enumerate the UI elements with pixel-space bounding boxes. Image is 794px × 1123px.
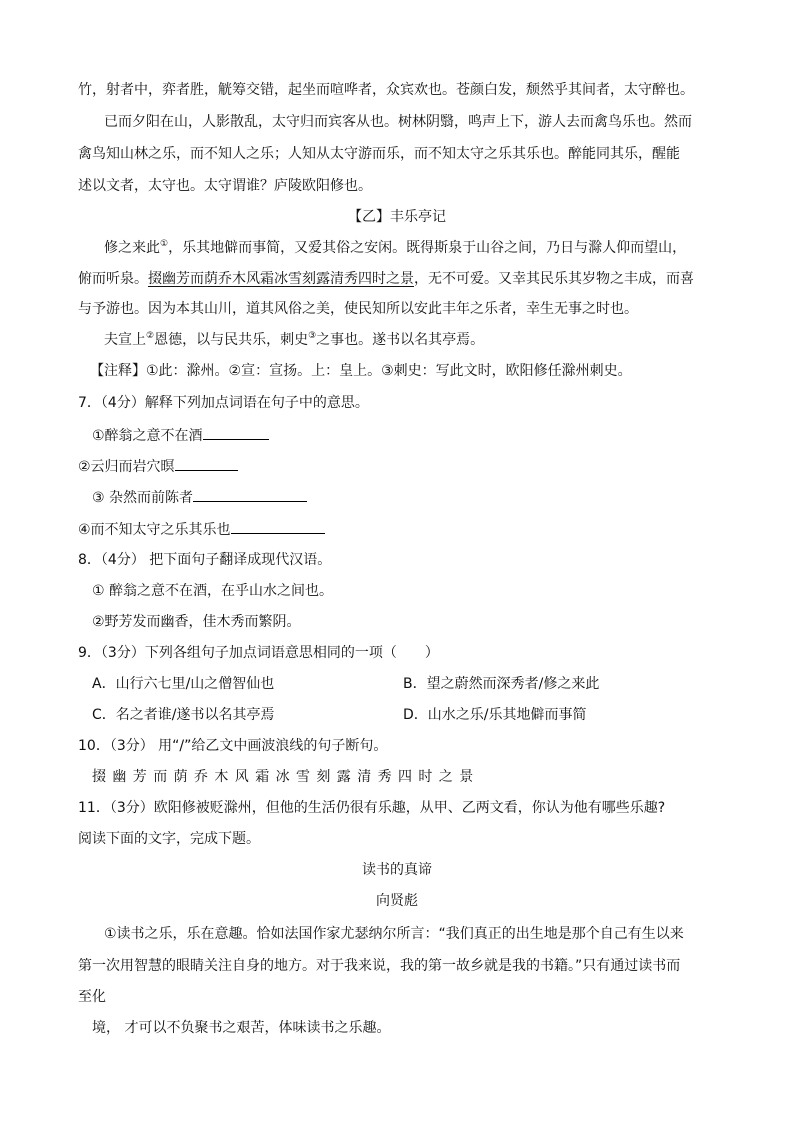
answer-blank-4[interactable] (231, 519, 325, 534)
note-mark-1: ① (160, 239, 169, 249)
q9-option-a[interactable]: A．山行六七里/山之僧智仙也 (92, 676, 275, 692)
q7-item-2 (78, 456, 238, 477)
q8-item-1: ① 醉翁之意不在酒，在乎山水之间也。 (92, 583, 333, 599)
jia-text-line-2: 已而夕阳在山，人影散乱，太守归而宾客从也。树林阴翳，鸣声上下，游人去而禽鸟乐也。然而 (104, 114, 692, 130)
answer-blank-3[interactable] (193, 487, 307, 502)
q7-item-4 (78, 519, 325, 540)
yi-line4-b: 恩德，以与民共乐，刺史 (154, 332, 309, 348)
note-mark-3: ③ (308, 331, 317, 341)
q7-item-3 (92, 487, 307, 508)
note-mark-2: ② (146, 331, 155, 341)
question-10-stem: 10．（3分） 用“/”给乙文中画波浪线的句子断句。 (78, 738, 388, 754)
question-11-stem: 11．（3分）欧阳修被贬滁州，但他的生活仍很有乐趣，从甲、乙两文看，你认为他有哪些乐趣? (78, 800, 666, 816)
question-7-stem: 7．（4分）解释下列加点词语在句子中的意思。 (78, 395, 369, 411)
q7-item-1 (92, 425, 269, 446)
yi-title: 【乙】丰乐亭记 (348, 209, 446, 225)
article-para-1-line-2: 第一次用智慧的眼睛关注自身的地方。对于我来说，我的第一故乡就是我的书籍。”只有通过读书而 (78, 958, 681, 974)
q9-option-c[interactable]: C．名之者谁/遂书以名其亭焉 (92, 707, 275, 723)
jia-text-line-3: 禽鸟知山林之乐，而不知人之乐；人知从太守游而乐，而不知太守之乐其乐也。醉能同其乐，醒能 (78, 146, 680, 162)
yi-line4-a: 夫宣上 (104, 332, 146, 348)
yi-text-line-3: 与予游也。因为本其山川，道其风俗之美，使民知所以安此丰年之乐者，幸生无事之时也。 (78, 301, 638, 317)
jia-text-line-1: 竹，射者中，弈者胜，觥筹交错，起坐而喧哗者，众宾欢也。苍颜白发，颓然乎其间者，太守醉也。 (78, 82, 694, 98)
article-title: 读书的真谛 (362, 862, 432, 878)
jia-text-line-4: 述以文者，太守也。太守谓谁？庐陵欧阳修也。 (78, 178, 372, 194)
article-para-1-line-3: 至化 (78, 989, 106, 1005)
answer-blank-2[interactable] (175, 456, 238, 471)
q7-item-2-text: ②云归而岩穴暝 (78, 459, 175, 475)
article-para-1-line-4: 境， 才可以不负聚书之艰苦，体味读书之乐趣。 (92, 1020, 391, 1036)
q9-option-b[interactable]: B．望之蔚然而深秀者/修之来此 (403, 676, 600, 692)
question-9-stem: 9．（3分）下列各组句子加点词语意思相同的一项（ ） (78, 645, 439, 661)
q7-item-4-text: ④而不知太守之乐其乐也 (78, 522, 231, 538)
yi-line1-a: 修之来此 (104, 240, 160, 256)
yi-line4-c: 之事也。遂书以名其亭焉。 (316, 332, 485, 348)
yi-text-line-4 (104, 330, 484, 350)
q7-item-3-text: ③ 杂然而前陈者 (92, 490, 194, 506)
q9-option-d[interactable]: D．山水之乐/乐其地僻而事简 (403, 707, 587, 723)
article-para-1-line-1: ①读书之乐，乐在意趣。恰如法国作家尤瑟纳尔所言：“我们真正的出生地是那个自己有生以来 (104, 926, 684, 942)
yi-line1-b: ，乐其地僻而事简，又爱其俗之安闲。既得斯泉于山谷之间，乃日与滁人仰而望山， (168, 240, 687, 256)
reading-instruction: 阅读下面的文字，完成下题。 (78, 831, 260, 847)
wavy-underlined-sentence: 掇幽芳而荫乔木风霜冰雪刻露清秀四时之景 (148, 271, 414, 287)
q8-item-2: ②野芳发而幽香，佳木秀而繁阴。 (92, 614, 301, 630)
yi-line2-b: ，无不可爱。又幸其民乐其岁物之丰成，而喜 (414, 271, 694, 287)
answer-blank-1[interactable] (203, 425, 269, 440)
article-author: 向贤彪 (376, 893, 418, 909)
yi-text-line-1 (104, 238, 686, 258)
annotation-notes: 【注释】①此：滁州。②宣：宣扬。上：皇上。③刺史：写此文时，欧阳修任滁州刺史。 (90, 363, 632, 379)
q10-sentence: 掇幽芳而荫乔木风霜冰雪刻露清秀四时之景 (92, 769, 480, 785)
yi-line2-a: 俯而听泉。 (78, 271, 148, 287)
question-8-stem: 8．（4分） 把下面句子翻译成现代汉语。 (78, 552, 332, 568)
yi-text-line-2 (78, 269, 694, 289)
q7-item-1-text: ①醉翁之意不在酒 (92, 428, 203, 444)
